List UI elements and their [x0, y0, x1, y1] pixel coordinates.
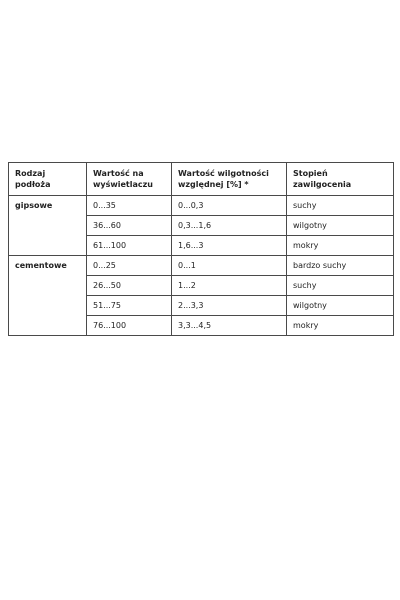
- moisture-degree-cell: bardzo suchy: [287, 256, 394, 276]
- header-row: [9, 163, 394, 196]
- header-relative-humidity: Wartość wilgotności względnej [%] *: [172, 163, 287, 196]
- humidity-cell: 0,3...1,6: [172, 216, 287, 236]
- humidity-cell: 3,3...4,5: [172, 316, 287, 336]
- header-display-value: Wartość na wyświetlaczu: [87, 163, 172, 196]
- table-row: [9, 256, 394, 276]
- display-value-cell: 61...100: [87, 236, 172, 256]
- moisture-degree-cell: mokry: [287, 316, 394, 336]
- table-body: [9, 196, 394, 336]
- substrate-gypsum: gipsowe: [9, 196, 87, 256]
- moisture-degree-cell: suchy: [287, 276, 394, 296]
- substrate-cement: cementowe: [9, 256, 87, 336]
- display-value-cell: 36...60: [87, 216, 172, 236]
- humidity-cell: 1...2: [172, 276, 287, 296]
- humidity-cell: 2...3,3: [172, 296, 287, 316]
- moisture-degree-cell: wilgotny: [287, 216, 394, 236]
- table-header: [9, 163, 394, 196]
- moisture-degree-cell: mokry: [287, 236, 394, 256]
- display-value-cell: 0...35: [87, 196, 172, 216]
- display-value-cell: 26...50: [87, 276, 172, 296]
- header-substrate-type: Rodzaj podłoża: [9, 163, 87, 196]
- display-value-cell: 0...25: [87, 256, 172, 276]
- humidity-cell: 0...0,3: [172, 196, 287, 216]
- table-row: [9, 196, 394, 216]
- moisture-reference-table: [8, 162, 394, 336]
- header-moisture-degree: Stopień zawilgocenia: [287, 163, 394, 196]
- display-value-cell: 51...75: [87, 296, 172, 316]
- moisture-degree-cell: wilgotny: [287, 296, 394, 316]
- humidity-cell: 1,6...3: [172, 236, 287, 256]
- humidity-cell: 0...1: [172, 256, 287, 276]
- moisture-degree-cell: suchy: [287, 196, 394, 216]
- display-value-cell: 76...100: [87, 316, 172, 336]
